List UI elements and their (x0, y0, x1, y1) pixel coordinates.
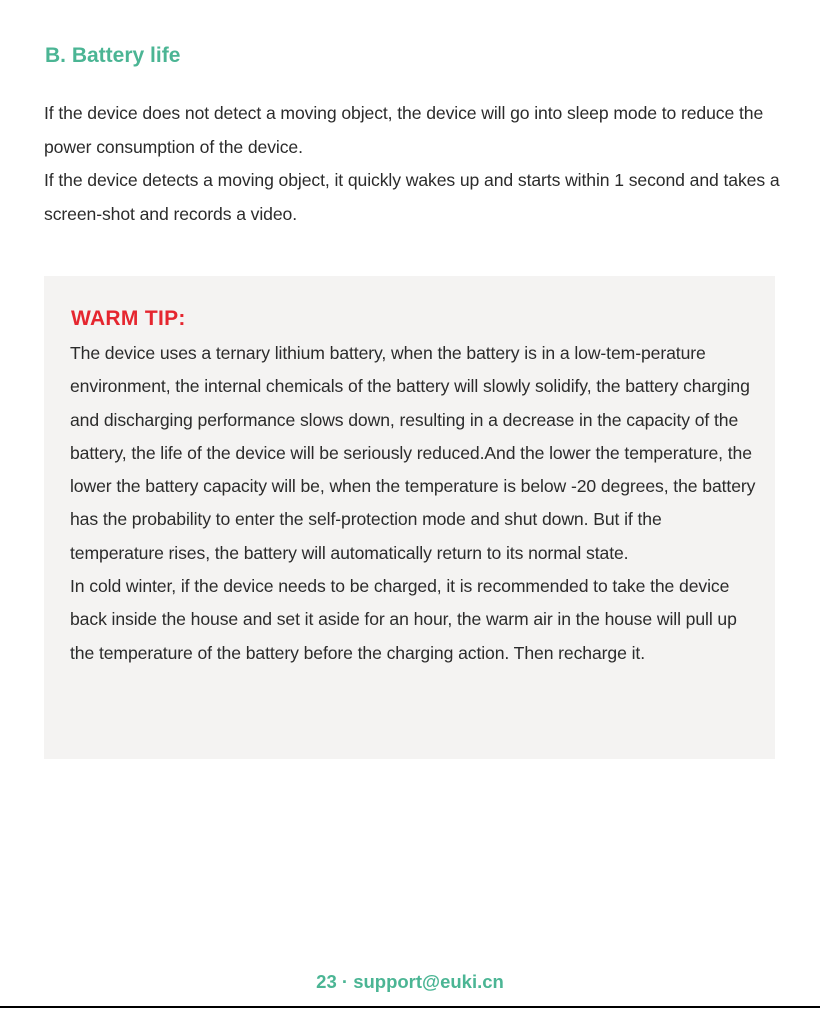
warm-tip-title: WARM TIP: (71, 307, 186, 330)
warm-tip-paragraph: In cold winter, if the device needs to be charged, it is recommended to take the device back inside the house and set it aside for an hour, the warm air in the house will pull up the temperature of the battery before the charging action. Then recharge it. (70, 576, 737, 663)
body-paragraph: If the device does not detect a moving object, the device will go into sleep mode to reduce the power consumption of the device. (44, 103, 764, 157)
warm-tip-body (70, 337, 760, 670)
warm-tip-paragraph: The device uses a ternary lithium battery, when the battery is in a low-tem-perature environment, the internal chemicals of the battery will slowly solidify, the battery charging and discharging performance slows down, resulting in a decrease in the capacity of the battery, the life of the device will be seriously reduced.And the lower the temperature, the lower the battery capacity will be, when the temperature is below -20 degrees, the battery has the probability to enter the self-protection mode and shut down. But if the temperature rises, the battery will automatically return to its normal state. (70, 343, 756, 563)
page-footer: 23 · support@euki.cn (316, 971, 504, 992)
body-paragraph: If the device detects a moving object, it quickly wakes up and starts within 1 second and takes a screen-shot and records a video. (44, 170, 780, 224)
warm-tip-box (44, 276, 775, 759)
footer-divider (0, 1006, 820, 1008)
section-heading: B. Battery life (45, 44, 181, 67)
section-body (44, 97, 784, 231)
